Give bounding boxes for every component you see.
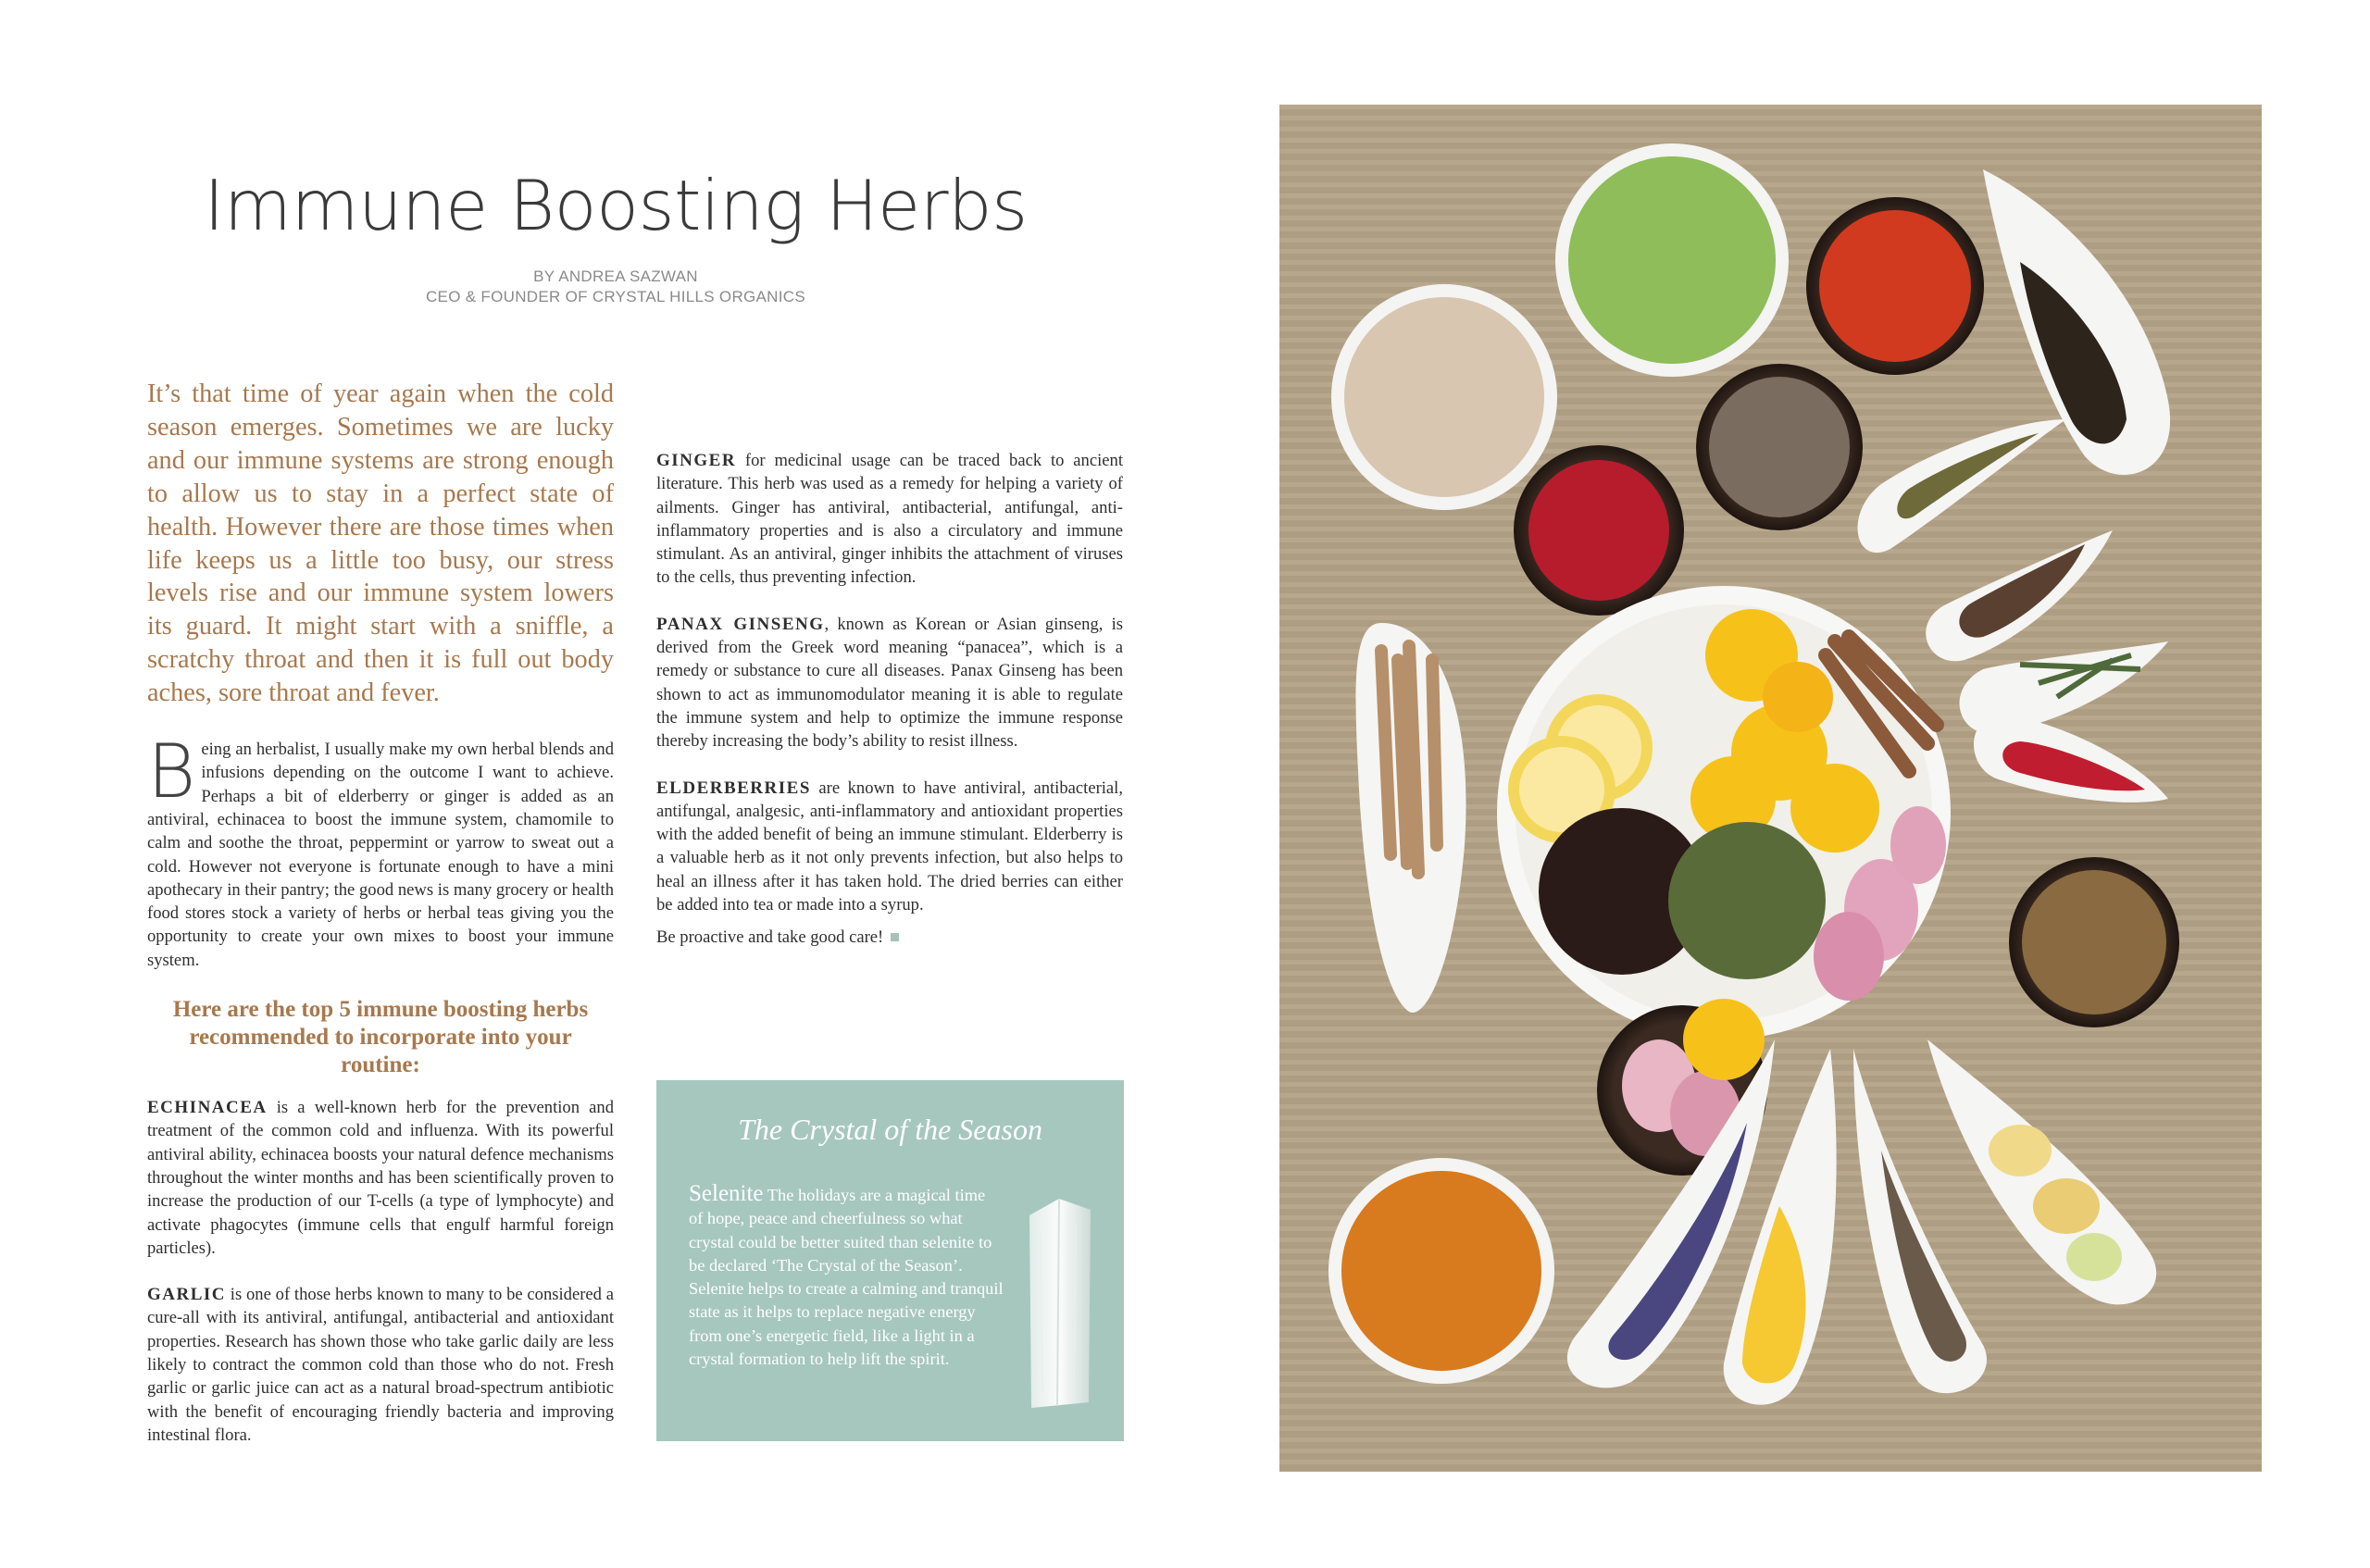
herb-name: ELDERBERRIES: [656, 778, 811, 798]
herb-name: GARLIC: [147, 1285, 227, 1305]
herbs-spices-illustration: [1279, 105, 2262, 1472]
sidebar-title: The Crystal of the Season: [738, 1113, 1042, 1146]
herb-name: GINGER: [656, 451, 737, 470]
author-name: BY ANDREA SAZWAN: [533, 268, 698, 285]
closing-text: Be proactive and take good care!: [656, 927, 884, 948]
crystal-sidebar: [656, 1080, 1124, 1441]
end-mark-icon: [891, 933, 899, 941]
selenite-crystal-icon: [1022, 1197, 1096, 1410]
section-subhead: Here are the top 5 immune boosting herbs recommended to incorporate into your routine:: [172, 997, 589, 1078]
lead-paragraph: It’s that time of year again when the cold season emerges. Sometimes we are lucky and our immune systems are strong enough to allow us to stay in a perfect state of health. However there are those times when life keeps us a little too busy, our stress levels rise and our immune system lowers its guard. It might start with a sniffle, a scratchy throat and then it is full out body aches, sore throat and fever.: [147, 380, 614, 708]
herbs-spices-photo: [1279, 105, 2262, 1472]
herb-text: for medicinal usage can be traced back to ancient literature. This herb was used as a remedy for helping a variety of ailments. Ginger has antiviral, antibacterial, antifungal, anti-inflammatory properties and is also a circulatory and immune stimulant. As an antiviral, ginger inhibits the attachment of viruses to the cells, thus preventing infection.: [656, 451, 1123, 588]
herb-text: are known to have antiviral, antibacterial, antifungal, analgesic, anti-inflammatory and antioxidant properties with the added benefit of being an immune stimulant. Elderberry is a valuable herb as it not only prevents infection, but also helps to heal an illness after it has taken hold. The dried berries can either be added into tea or made into a syrup.: [656, 778, 1123, 915]
herb-elderberries: [656, 777, 1123, 917]
article-title: Immune Boosting Herbs: [204, 165, 1028, 246]
herb-name: ECHINACEA: [147, 1098, 268, 1118]
herb-ginger: [656, 449, 1123, 590]
column-left: [147, 378, 614, 1447]
herb-panax-ginseng: [656, 613, 1123, 753]
intro-text: eing an herbalist, I usually make my own herbal blends and infusions depending on the outcome I want to achieve. Perhaps a bit of elderberry or ginger is added as an antiviral, echinacea to boost the immune system, chamomile to calm and soothe the throat, peppermint or yarrow to sweat out a cold. However not everyone is fortunate enough to have a mini apothecary in their pantry; the good news is many grocery or health food stores stock a variety of herbs or herbal teas giving you the opportunity to create your own mixes to boost your immune system.: [147, 740, 614, 970]
herb-name: PANAX GINSENG: [656, 614, 825, 634]
author-role: CEO & FOUNDER OF CRYSTAL HILLS ORGANICS: [425, 288, 805, 305]
column-right: [656, 380, 1123, 950]
herb-text: is one of those herbs known to many to be considered a cure-all with its antiviral, antifungal, antibacterial and antioxidant properties. Research has shown those who take garlic daily are less likely to contract the common cold than those who do not. Fresh garlic or garlic juice can act as a natural broad-spectrum antibiotic with the benefit of encouraging friendly bacteria and improving intestinal flora.: [147, 1285, 614, 1445]
herb-text: , known as Korean or Asian ginseng, is derived from the Greek word meaning “panacea”, which is a remedy or substance to cure all diseases. Panax Ginseng has been shown to act as immunomodulator meaning it is able to regulate the immune system and help to optimize the immune response thereby increasing the body’s ability to resist illness.: [656, 614, 1123, 752]
sidebar-text: [689, 1182, 1004, 1371]
crystal-description: The holidays are a magical time of hope, peace and cheerfulness so what crystal could be better suited than selenite to be declared ‘The Crystal of the Season’. Selenite helps to create a calming and tranquil state as it helps to replace negative energy from one’s energetic field, like a light in a crystal formation to help lift the spirit.: [689, 1186, 1004, 1369]
closing-line: [656, 926, 1123, 949]
crystal-name: Selenite: [689, 1181, 764, 1206]
byline: [148, 267, 1083, 307]
herb-echinacea: [147, 1096, 614, 1260]
herb-text: is a well-known herb for the prevention and treatment of the common cold and influenza. With its powerful antiviral ability, echinacea boosts your natural defence mechanisms throughout the winter months and has been scientifically proven to increase the production of our T-cells (a type of lymphocyte) and activate phagocytes (immune cells that engulf harmful foreign particles).: [147, 1098, 614, 1258]
herb-garlic: [147, 1283, 614, 1447]
drop-cap: B: [147, 728, 196, 815]
intro-paragraph: [147, 728, 614, 972]
